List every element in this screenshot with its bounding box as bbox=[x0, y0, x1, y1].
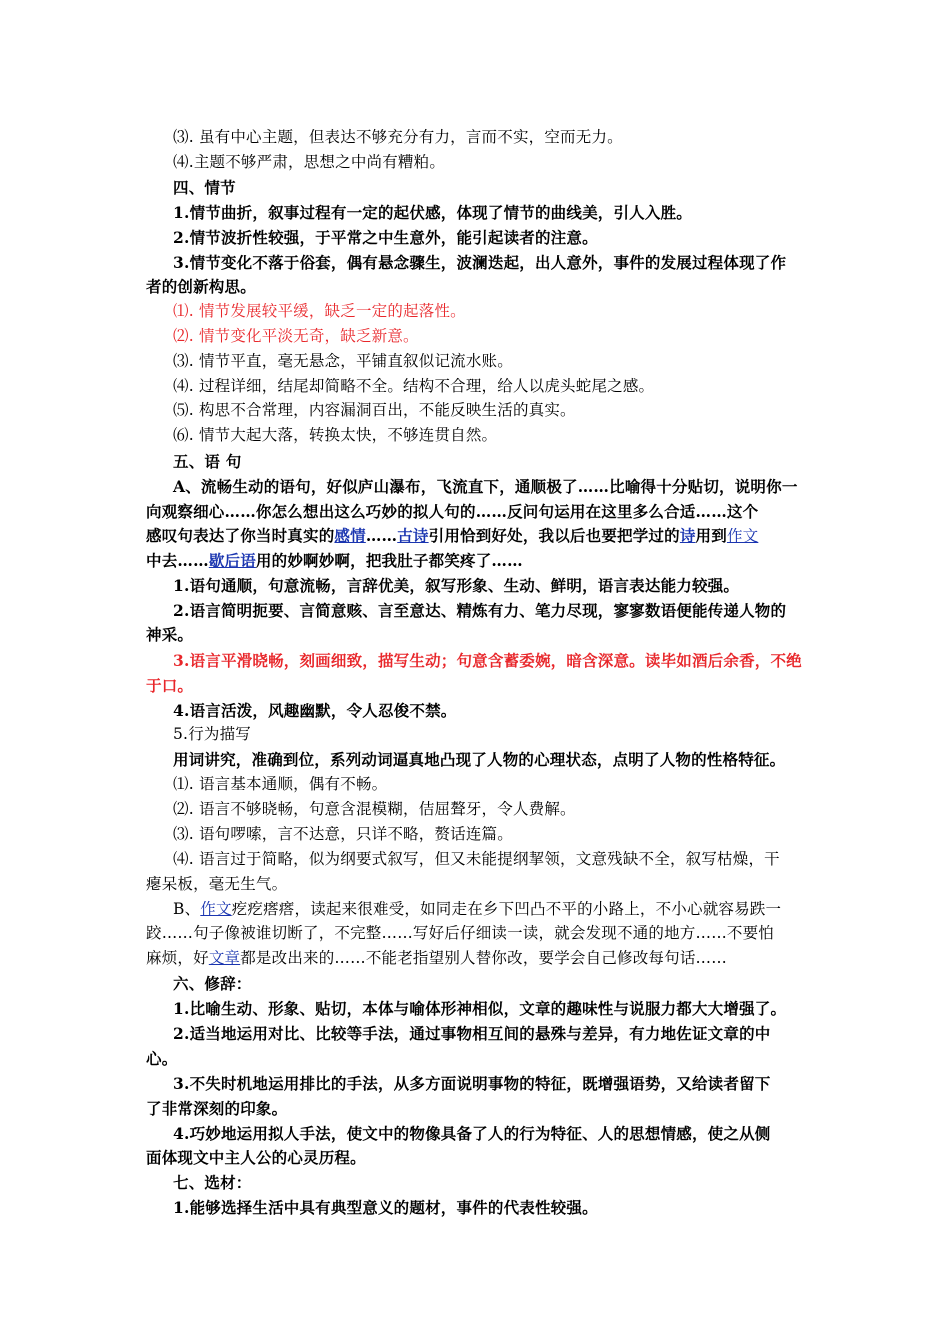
paragraph bbox=[146, 548, 814, 573]
paragraph: ⑹. 情节大起大落，转换太快，不够连贯自然。 bbox=[173, 426, 498, 444]
link-emotion[interactable]: 感情 bbox=[334, 526, 366, 545]
paragraph: 1.比喻生动、形象、贴切，本体与喻体形神相似，文章的趣味性与说服力都大大增强了。 bbox=[173, 999, 787, 1018]
text-span: …… bbox=[365, 526, 398, 545]
link-article[interactable]: 文章 bbox=[208, 949, 241, 967]
text-span: 麻烦，好 bbox=[146, 949, 209, 967]
section-heading: 四、情节 bbox=[173, 178, 236, 197]
paragraph: ⑵. 语言不够晓畅，句意含混模糊，佶屈聱牙，令人费解。 bbox=[173, 800, 576, 818]
paragraph: 面体现文中主人公的心灵历程。 bbox=[146, 1148, 366, 1167]
paragraph: 瘪呆板，毫无生气。 bbox=[146, 875, 288, 893]
link-xiehouyu[interactable]: 歇后语 bbox=[208, 551, 256, 570]
link-ancient-poem[interactable]: 古诗 bbox=[397, 526, 429, 545]
paragraph: 心。 bbox=[146, 1049, 178, 1068]
paragraph: ⑴. 语言基本通顺，偶有不畅。 bbox=[173, 775, 388, 793]
paragraph: 4.语言活泼，风趣幽默，令人忍俊不禁。 bbox=[173, 701, 457, 720]
paragraph: 用词讲究，准确到位，系列动词逼真地凸现了人物的心理状态，点明了人物的性格特征。 bbox=[173, 750, 786, 769]
paragraph: 1.能够选择生活中具有典型意义的题材，事件的代表性较强。 bbox=[173, 1198, 598, 1217]
text-span: 中去…… bbox=[146, 551, 209, 570]
paragraph: ⑶. 情节平直，毫无悬念，平铺直叙似记流水账。 bbox=[173, 352, 513, 370]
paragraph: 神采。 bbox=[146, 625, 194, 644]
link-poem[interactable]: 诗 bbox=[679, 526, 696, 545]
paragraph: 2.情节波折性较强，于平常之中生意外，能引起读者的注意。 bbox=[173, 228, 598, 247]
paragraph: 者的创新构思。 bbox=[146, 277, 256, 296]
text-span: 感叹句表达了你当时真实的 bbox=[146, 526, 335, 545]
paragraph: 于口。 bbox=[146, 676, 194, 695]
paragraph: ⑵. 情节变化平淡无奇，缺乏新意。 bbox=[173, 327, 419, 345]
paragraph: A、流畅生动的语句，好似庐山瀑布，飞流直下，通顺极了……比喻得十分贴切，说明你一 bbox=[173, 477, 798, 496]
paragraph: 1.情节曲折，叙事过程有一定的起伏感，体现了情节的曲线美，引人入胜。 bbox=[173, 203, 692, 222]
paragraph: ⑷.主题不够严肃，思想之中尚有糟粕。 bbox=[173, 153, 446, 171]
paragraph bbox=[173, 897, 814, 922]
paragraph: 1.语句通顺，句意流畅，言辞优美，叙写形象、生动、鲜明，语言表达能力较强。 bbox=[173, 576, 740, 595]
section-heading: 五、语 句 bbox=[173, 452, 242, 471]
paragraph: ⑶. 虽有中心主题，但表达不够充分有力，言而不实，空而无力。 bbox=[173, 128, 623, 146]
text-span: 用到 bbox=[695, 526, 727, 545]
paragraph: 5.行为描写 bbox=[173, 725, 251, 743]
text-span: 都是改出来的……不能老指望别人替你改，要学会自己修改每句话…… bbox=[240, 949, 727, 967]
text-span: 用的妙啊妙啊，把我肚子都笑疼了…… bbox=[255, 551, 523, 570]
paragraph: 2.语言简明扼要、言简意赅、言至意达、精炼有力、笔力尽现，寥寥数语便能传递人物的 bbox=[173, 601, 787, 620]
link-composition[interactable]: 作文 bbox=[726, 527, 759, 545]
section-heading: 七、选材： bbox=[173, 1173, 252, 1192]
paragraph bbox=[146, 523, 814, 549]
paragraph: 跤……句子像被谁切断了，不完整……写好后仔细读一读，就会发现不通的地方……不要怕 bbox=[146, 924, 775, 942]
text-span: 引用恰到好处，我以后也要把学过的 bbox=[428, 526, 680, 545]
link-composition[interactable]: 作文 bbox=[200, 900, 232, 918]
text-span: 疙疙瘩瘩，读起来很难受，如同走在乡下凹凸不平的小路上，不小心就容易跌一 bbox=[231, 900, 782, 918]
paragraph: 向观察细心……你怎么想出这么巧妙的拟人句的……反问句运用在这里多么合适……这个 bbox=[146, 502, 759, 521]
paragraph: 3.语言平滑晓畅，刻画细致，描写生动；句意含蓄委婉，暗含深意。读毕如酒后余香，不绝 bbox=[173, 651, 802, 670]
paragraph: 3.情节变化不落于俗套，偶有悬念骤生，波澜迭起，出人意外，事件的发展过程体现了作 bbox=[173, 253, 787, 272]
paragraph: 了非常深刻的印象。 bbox=[146, 1099, 288, 1118]
paragraph bbox=[146, 946, 814, 971]
paragraph: ⑷. 语言过于简略，似为纲要式叙写，但又未能提纲挈领，文意残缺不全，叙写枯燥，干 bbox=[173, 850, 780, 868]
paragraph: ⑷. 过程详细，结尾却简略不全。结构不合理，给人以虎头蛇尾之感。 bbox=[173, 377, 655, 395]
text-span: B、 bbox=[173, 900, 201, 918]
paragraph: ⑸. 构思不合常理，内容漏洞百出，不能反映生活的真实。 bbox=[173, 401, 576, 419]
paragraph: 2.适当地运用对比、比较等手法，通过事物相互间的悬殊与差异，有力地佐证文章的中 bbox=[173, 1024, 771, 1043]
section-heading: 六、修辞： bbox=[173, 974, 252, 993]
paragraph: ⑶. 语句啰嗦，言不达意，只详不略，赘话连篇。 bbox=[173, 825, 513, 843]
paragraph: 3.不失时机地运用排比的手法，从多方面说明事物的特征，既增强语势，又给读者留下 bbox=[173, 1074, 771, 1093]
paragraph: 4.巧妙地运用拟人手法，使文中的物像具备了人的行为特征、人的思想情感，使之从侧 bbox=[173, 1124, 771, 1143]
paragraph: ⑴. 情节发展较平缓，缺乏一定的起落性。 bbox=[173, 302, 466, 320]
